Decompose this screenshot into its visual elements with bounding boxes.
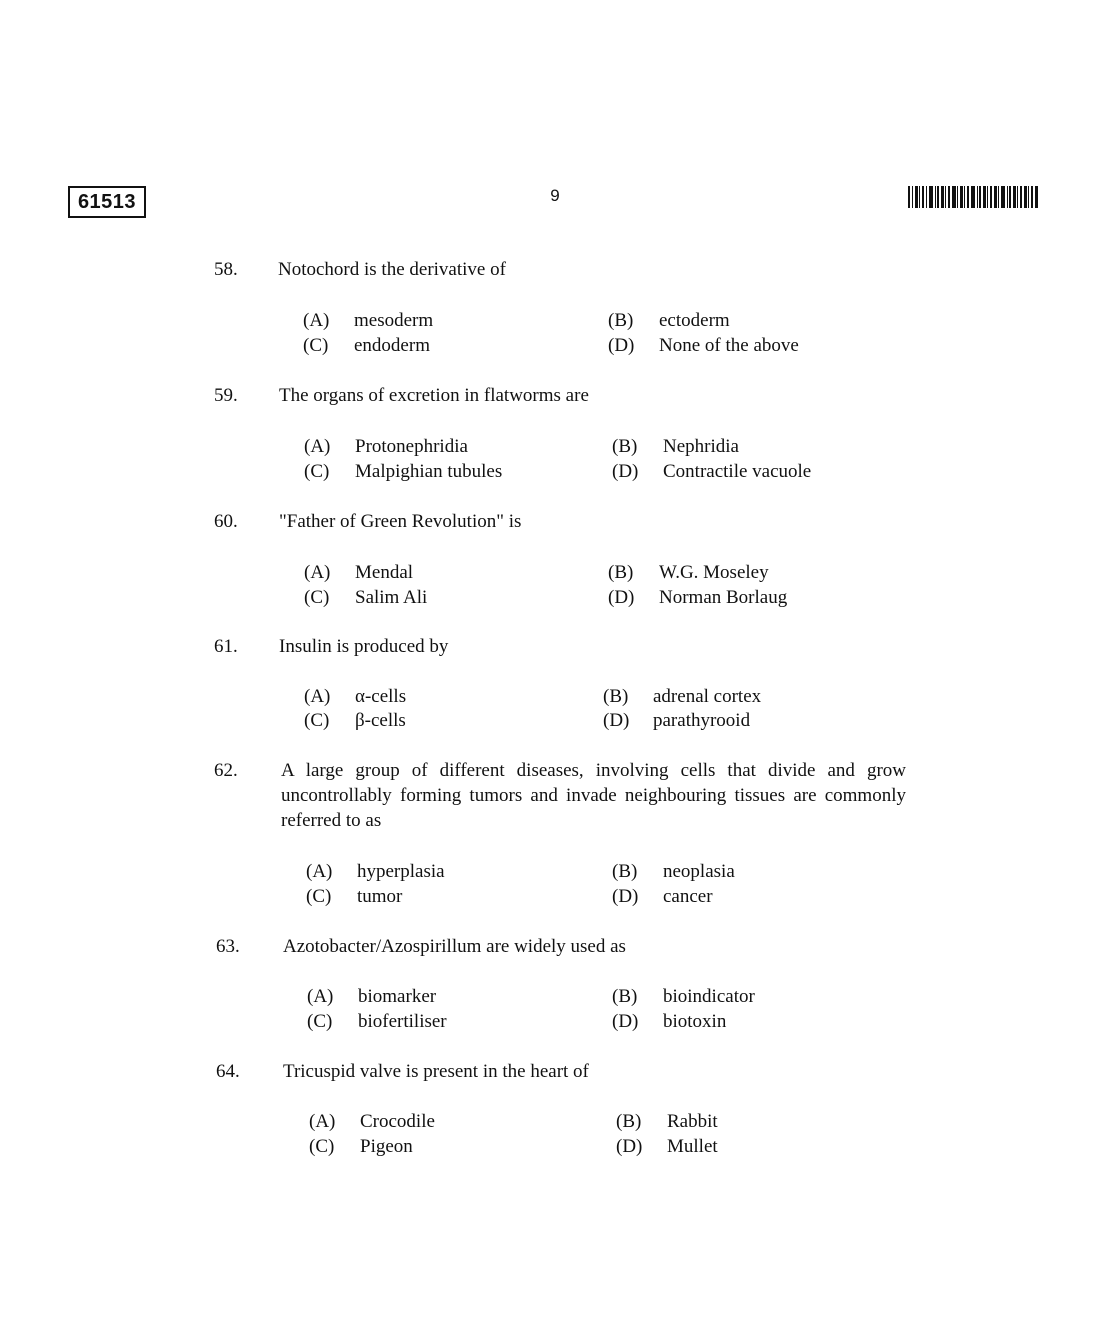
option-text: α-cells [355, 686, 407, 707]
option-text: adrenal cortex [653, 686, 762, 707]
question-text: Tricuspid valve is present in the heart of [283, 1061, 589, 1082]
question-61 [214, 634, 914, 664]
question-63 [216, 934, 916, 964]
option-text: W.G. Moseley [659, 562, 769, 583]
option-text: β-cells [355, 710, 406, 731]
option-letter: (C) [306, 886, 332, 907]
question-text: "Father of Green Revolution" is [279, 511, 522, 532]
option-d [612, 884, 713, 909]
option-letter: (D) [616, 1136, 643, 1157]
option-c [303, 333, 430, 358]
option-letter: (A) [304, 686, 331, 707]
option-letter: (A) [304, 436, 331, 457]
option-b [612, 984, 755, 1009]
question-text: A large group of different diseases, involving cells that divide and grow uncontrollably forming tumors and invade neighbouring tissues are commonly referred to as [281, 760, 906, 831]
option-letter: (C) [304, 587, 330, 608]
question-number: 64. [216, 1061, 240, 1082]
question-number: 58. [214, 259, 238, 280]
option-a [307, 984, 437, 1009]
question-text: Azotobacter/Azospirillum are widely used as [283, 936, 626, 957]
option-letter: (C) [309, 1136, 335, 1157]
option-d [608, 333, 799, 358]
option-letter: (D) [612, 461, 639, 482]
option-text: Contractile vacuole [663, 461, 812, 482]
question-59 [214, 383, 914, 413]
option-letter: (B) [612, 986, 638, 1007]
option-letter: (D) [612, 1011, 639, 1032]
option-a [309, 1109, 435, 1134]
option-text: Protonephridia [355, 436, 468, 457]
option-text: Mullet [667, 1136, 718, 1157]
question-number: 61. [214, 636, 238, 657]
option-letter: (D) [608, 587, 635, 608]
option-letter: (B) [612, 436, 638, 457]
option-letter: (A) [304, 562, 331, 583]
option-text: tumor [357, 886, 403, 907]
option-text: biotoxin [663, 1011, 727, 1032]
option-c [307, 1009, 447, 1034]
option-b [612, 434, 739, 459]
barcode-icon [908, 186, 1038, 208]
option-c [304, 585, 428, 610]
question-60 [214, 509, 914, 539]
option-a [304, 560, 414, 585]
option-letter: (D) [608, 335, 635, 356]
option-letter: (B) [612, 861, 638, 882]
option-text: Pigeon [360, 1136, 413, 1157]
option-c [309, 1134, 413, 1159]
option-b [603, 684, 762, 709]
option-d [616, 1134, 718, 1159]
option-letter: (C) [307, 1011, 333, 1032]
option-text: ectoderm [659, 310, 730, 331]
option-text: mesoderm [354, 310, 434, 331]
option-text: bioindicator [663, 986, 755, 1007]
option-letter: (A) [309, 1111, 336, 1132]
option-letter: (C) [303, 335, 329, 356]
option-c [304, 708, 406, 733]
option-letter: (B) [603, 686, 629, 707]
option-c [306, 884, 403, 909]
option-letter: (B) [608, 562, 634, 583]
option-text: neoplasia [663, 861, 735, 882]
option-d [612, 1009, 727, 1034]
option-text: endoderm [354, 335, 430, 356]
question-number: 59. [214, 385, 238, 406]
option-text: Rabbit [667, 1111, 718, 1132]
page-number: 9 [550, 186, 560, 205]
option-text: cancer [663, 886, 713, 907]
question-64 [216, 1059, 916, 1089]
option-a [303, 308, 434, 333]
option-text: hyperplasia [357, 861, 445, 882]
option-text: parathyrooid [653, 710, 751, 731]
question-number: 60. [214, 511, 238, 532]
option-letter: (A) [306, 861, 333, 882]
option-b [612, 859, 735, 884]
option-b [608, 560, 769, 585]
option-d [608, 585, 788, 610]
option-letter: (B) [608, 310, 634, 331]
option-a [304, 684, 407, 709]
option-text: biomarker [358, 986, 437, 1007]
option-text: Mendal [355, 562, 414, 583]
option-letter: (D) [603, 710, 630, 731]
option-d [612, 459, 812, 484]
option-text: Crocodile [360, 1111, 435, 1132]
option-text: Salim Ali [355, 587, 428, 608]
option-a [304, 434, 468, 459]
option-letter: (A) [303, 310, 330, 331]
question-text: Insulin is produced by [279, 636, 449, 657]
question-62 [214, 758, 914, 838]
option-text: biofertiliser [358, 1011, 447, 1032]
question-text: The organs of excretion in flatworms are [279, 385, 589, 406]
option-c [304, 459, 503, 484]
option-letter: (B) [616, 1111, 642, 1132]
question-number: 63. [216, 936, 240, 957]
option-b [608, 308, 730, 333]
option-a [306, 859, 445, 884]
option-text: None of the above [659, 335, 799, 356]
option-b [616, 1109, 718, 1134]
option-letter: (C) [304, 710, 330, 731]
option-text: Norman Borlaug [659, 587, 788, 608]
paper-code: 61513 [68, 186, 146, 218]
option-letter: (C) [304, 461, 330, 482]
option-text: Malpighian tubules [355, 461, 503, 482]
option-letter: (D) [612, 886, 639, 907]
question-number: 62. [214, 760, 238, 781]
option-letter: (A) [307, 986, 334, 1007]
option-d [603, 708, 751, 733]
option-text: Nephridia [663, 436, 739, 457]
question-text: Notochord is the derivative of [278, 259, 506, 280]
